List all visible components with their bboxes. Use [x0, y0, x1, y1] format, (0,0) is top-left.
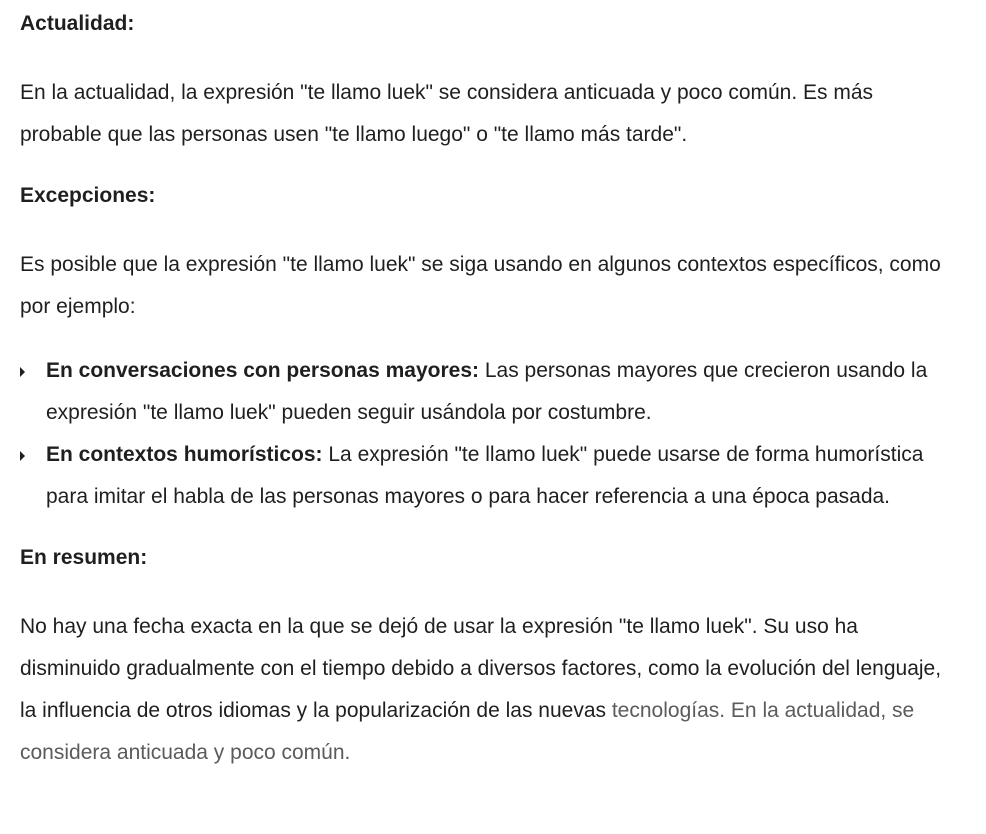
list-item-text: Las personas mayores que crecieron usando la expresión "te llamo luek" pueden seguir usándola por costumbre.	[46, 359, 928, 424]
heading-actualidad: Actualidad:	[20, 12, 135, 35]
list-item	[20, 350, 960, 434]
list-item-term: En conversaciones con personas mayores:	[46, 359, 480, 382]
heading-excepciones: Excepciones:	[20, 184, 156, 207]
heading-resumen: En resumen:	[20, 546, 148, 569]
bullet-icon	[20, 451, 25, 461]
list-item	[20, 434, 960, 518]
paragraph-actualidad: En la actualidad, la expresión "te llamo luek" se considera anticuada y poco común. Es más probable que las personas usen "te llamo luego" o "te llamo más tarde".	[20, 81, 874, 146]
list-item-text: La expresión "te llamo luek" puede usarse de forma humorística para imitar el habla de las personas mayores o para hacer referencia a una época pasada.	[46, 443, 924, 508]
paragraph-excepciones-intro: Es posible que la expresión "te llamo luek" se siga usando en algunos contextos específicos, como por ejemplo:	[20, 253, 941, 318]
paragraph-resumen-main: No hay una fecha exacta en la que se dejó de usar la expresión "te llamo luek". Su uso ha disminuido gradualmente con el tiempo debido a diversos factores, como la evolución del lenguaje, la influencia de otros idiomas y la popularización de las nuevas	[20, 615, 942, 722]
list-item-term: En contextos humorísticos:	[46, 443, 323, 466]
exceptions-list	[20, 350, 960, 518]
paragraph-resumen-faded: tecnologías. En la actualidad, se considera anticuada y poco común.	[20, 699, 915, 764]
bullet-icon	[20, 367, 25, 377]
paragraph-resumen	[20, 606, 960, 774]
